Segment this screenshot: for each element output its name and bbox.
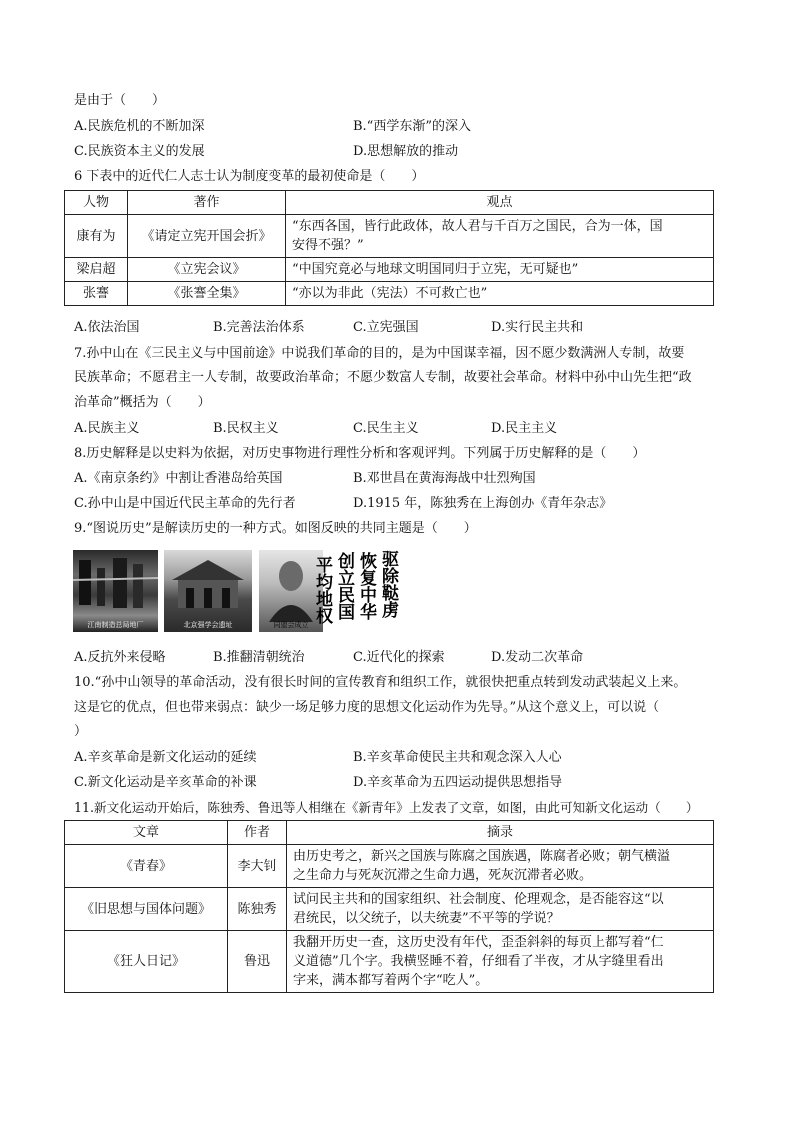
q5-option-d[interactable]: D.思想解放的推动 (353, 144, 459, 159)
header-excerpt: 摘录 (287, 821, 714, 845)
q6-option-b[interactable]: B.完善法治体系 (213, 320, 305, 335)
q9-option-c[interactable]: C.近代化的探索 (353, 650, 445, 665)
cell-person: 康有为 (65, 215, 128, 258)
cell-view (286, 215, 714, 258)
q10-stem-line: ） (74, 724, 88, 739)
cell-view: “亦以为非此（宪法）不可救亡也” (286, 282, 714, 306)
arsenal-photo (73, 550, 158, 632)
table-row (65, 888, 714, 931)
q8-option-c[interactable]: C.孙中山是中国近代民主革命的先行者 (74, 496, 296, 511)
photo-caption: 江南制造总局地厂 (87, 621, 144, 629)
excerpt-line: 由历史考之，新兴之国族与陈腐之国族遇，陈腐者必败；朝气横溢 (293, 849, 671, 864)
table-row (65, 215, 714, 258)
cell-view: “中国究竟必与地球文明国同归于立宪，无可疑也” (286, 258, 714, 282)
q10-option-c[interactable]: C.新文化运动是辛亥革命的补课 (74, 775, 257, 790)
q5-option-b[interactable]: B.“西学东渐”的深入 (353, 119, 471, 134)
q7-stem-line: 7.孙中山在《三民主义与中国前途》中说我们革命的目的，是为中国谋幸福，因不愿少数满洲人专制，故要 (74, 346, 685, 361)
q10-option-b[interactable]: B.辛亥革命使民主共和观念深入人心 (353, 750, 562, 765)
q5-option-c[interactable]: C.民族资本主义的发展 (74, 144, 205, 159)
slogan-huifuzhonghua: 恢复中华 (356, 552, 376, 620)
cell-article: 《狂人日记》 (65, 931, 228, 993)
excerpt-line: 试问民主共和的国家组织、社会制度、伦理观念，是否能容这“以 (293, 892, 664, 907)
photo-caption: 北京强学会遗址 (183, 621, 233, 629)
q11-table (64, 820, 714, 993)
cell-author: 鲁迅 (228, 931, 287, 993)
cell-work: 《请定立宪开国会折》 (128, 215, 286, 258)
q7-stem-line: 民族革命；不愿君主一人专制，故要政治革命；不愿少数富人专制，故要社会革命。材料中孙中山先生把“政 (74, 370, 692, 385)
q11-stem: 11.新文化运动开始后，陈独秀、鲁迅等人相继在《新青年》上发表了文章，如图，由此可知新文化运动（ ） (74, 800, 699, 815)
q7-option-c[interactable]: C.民生主义 (353, 421, 419, 436)
table-header-row (65, 821, 714, 845)
header-work: 著作 (128, 191, 286, 215)
cell-work: 《立宪会议》 (128, 258, 286, 282)
q6-option-d[interactable]: D.实行民主共和 (491, 320, 584, 335)
table-row (65, 282, 714, 306)
q10-stem-line: 10.“孙中山领导的革命活动，没有很长时间的宣传教育和组织工作，就很快把重点转到发动武装起义上来。 (74, 675, 687, 690)
excerpt-line: 字来，满本都写着两个字“吃人”。 (293, 973, 489, 988)
slogan-chuangliminguo: 创立民国 (334, 552, 354, 620)
q7-option-a[interactable]: A.民族主义 (74, 421, 140, 436)
q9-option-b[interactable]: B.推翻清朝统治 (213, 650, 305, 665)
excerpt-line: 之生命力与死灰沉滞之生命力遇，死灰沉滞者必败。 (293, 868, 593, 883)
q7-option-b[interactable]: B.民权主义 (213, 421, 279, 436)
qiangxuehui-photo-building (164, 550, 252, 620)
q6-option-c[interactable]: C.立宪强国 (353, 320, 419, 335)
table-header-row (65, 191, 714, 215)
cell-person: 张謇 (65, 282, 128, 306)
table-row (65, 845, 714, 888)
q10-option-d[interactable]: D.辛亥革命为五四运动提供思想指导 (353, 775, 563, 790)
q10-option-a[interactable]: A.辛亥革命是新文化运动的延续 (74, 750, 257, 765)
q5-stem-tail: 是由于（ ） (74, 93, 166, 108)
header-article: 文章 (65, 821, 228, 845)
table-row (65, 931, 714, 993)
q8-option-d[interactable]: D.1915 年，陈独秀在上海创办《青年杂志》 (353, 496, 613, 511)
table-row (65, 258, 714, 282)
header-person: 人物 (65, 191, 128, 215)
calligraphy-slogans (313, 550, 403, 634)
q8-option-b[interactable]: B.邓世昌在黄海海战中壮烈殉国 (353, 471, 536, 486)
q10-stem-line: 这是它的优点，但也带来弱点：缺少一场足够力度的思想文化运动作为先导。”从这个意义上，可以说（ (74, 700, 660, 715)
q6-stem: 6 下表中的近代仁人志士认为制度变革的最初使命是（ ） (74, 169, 425, 184)
view-line: “东西各国，皆行此政体，故人君与千百万之国民，合为一体，国 (292, 219, 663, 234)
photo-caption: 同盟会成立 (273, 621, 309, 629)
q7-stem-line: 治革命”概括为（ ） (74, 395, 211, 410)
cell-excerpt (287, 845, 714, 888)
q9-stem: 9.“图说历史”是解读历史的一种方式。如图反映的共同主题是（ ） (74, 521, 477, 536)
header-view: 观点 (286, 191, 714, 215)
slogan-pingjundiquan: 平均地权 (312, 556, 332, 624)
view-line: 安得不强？” (292, 238, 364, 253)
q8-option-a[interactable]: A.《南京条约》中割让香港岛给英国 (74, 471, 283, 486)
cell-person: 梁启超 (65, 258, 128, 282)
q9-option-a[interactable]: A.反抗外来侵略 (74, 650, 166, 665)
q9-option-d[interactable]: D.发动二次革命 (491, 650, 584, 665)
cell-author: 陈独秀 (228, 888, 287, 931)
excerpt-line: 我翻开历史一查，这历史没有年代，歪歪斜斜的每页上都写着“仁 (293, 935, 664, 950)
q8-stem: 8.历史解释是以史料为依据，对历史事物进行理性分析和客观评判。下列属于历史解释的是（ ） (74, 446, 646, 461)
arsenal-photo-machinery (73, 550, 158, 620)
excerpt-line: 义道德”几个字。我横竖睡不着，仔细看了半夜，才从字缝里看出 (293, 954, 664, 969)
slogan-quchudalu: 驱除鞑虏 (378, 550, 398, 618)
q5-option-a[interactable]: A.民族危机的不断加深 (74, 119, 205, 134)
excerpt-line: 君统民，以父统子，以夫统妻”不平等的学说？ (293, 911, 560, 926)
cell-excerpt (287, 888, 714, 931)
header-author: 作者 (228, 821, 287, 845)
q7-option-d[interactable]: D.民主主义 (491, 421, 558, 436)
q6-option-a[interactable]: A.依法治国 (74, 320, 140, 335)
qiangxuehui-photo (164, 550, 252, 632)
q6-table (64, 190, 714, 306)
cell-article: 《旧思想与国体问题》 (65, 888, 228, 931)
cell-work: 《张謇全集》 (128, 282, 286, 306)
cell-article: 《青春》 (65, 845, 228, 888)
cell-excerpt (287, 931, 714, 993)
cell-author: 李大钊 (228, 845, 287, 888)
